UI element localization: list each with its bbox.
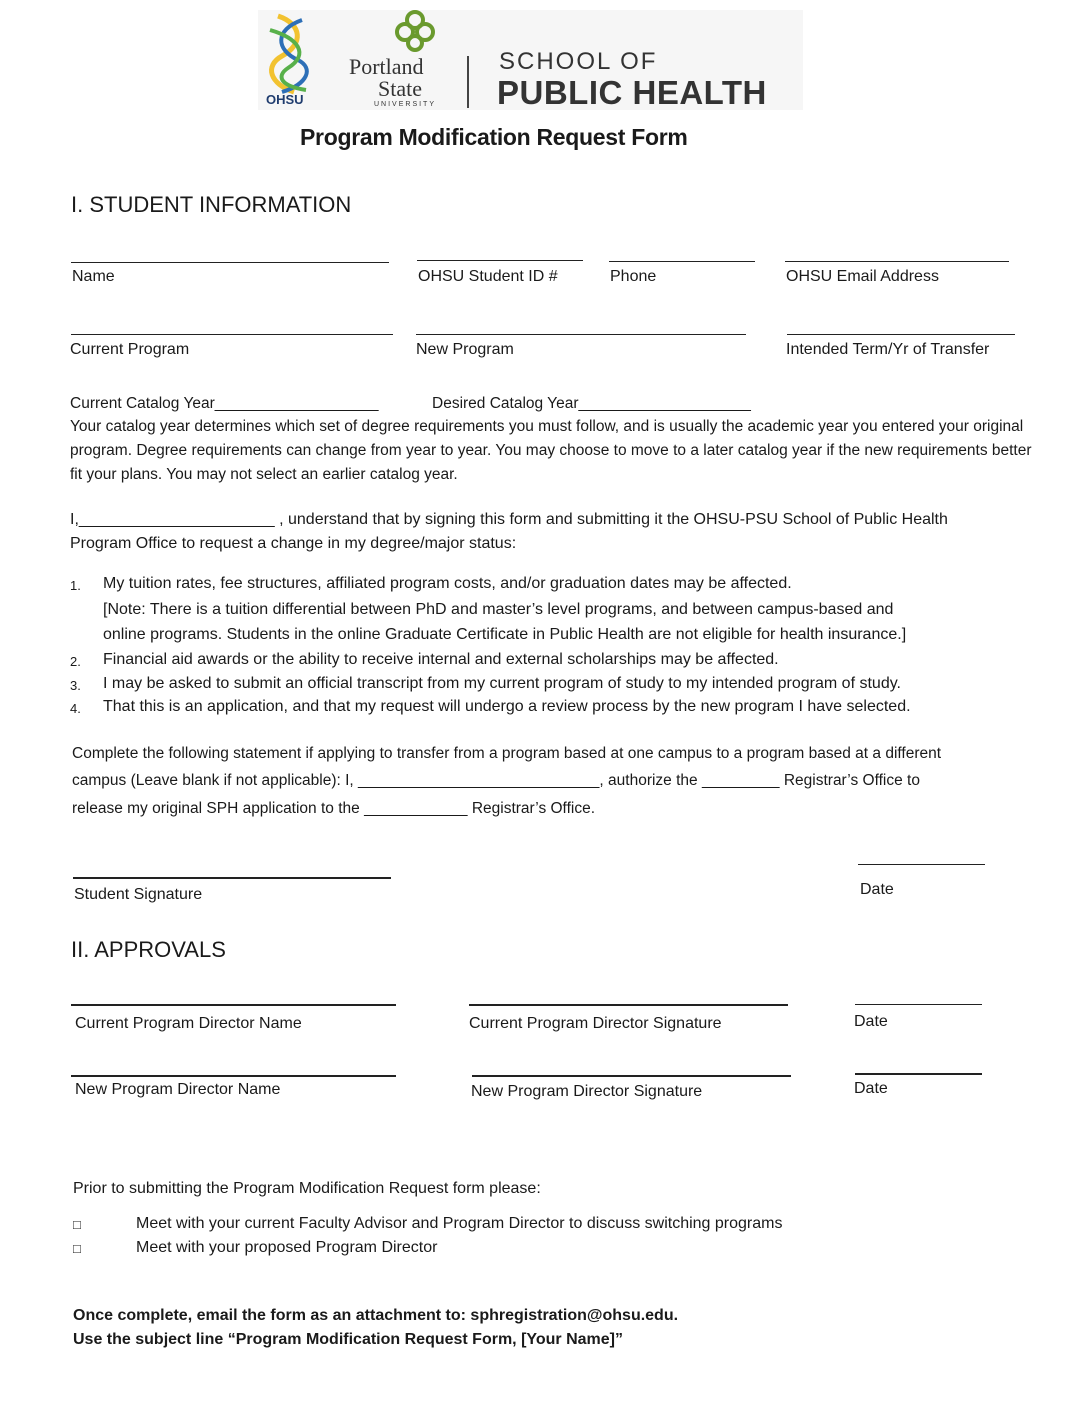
new-director-sig-field[interactable] — [472, 1075, 791, 1077]
list-number: 3. — [70, 678, 81, 693]
ohsu-label: OHSU — [266, 92, 304, 107]
list-text: online programs. Students in the online Graduate Certificate in Public Health are not eligible for health insurance.] — [103, 626, 907, 643]
new-director-name-field[interactable] — [71, 1075, 396, 1077]
logo-header — [258, 10, 803, 110]
date-field-1[interactable] — [855, 1004, 982, 1005]
catalog-explanation: Your catalog year determines which set of degree requirements you must follow, and is usually the academic year you entered your original program. Degree requirements can change from year to year. You may choose to move to a later catalog year if the new requirements better fit your plans. You may not select an earlier catalog year. — [70, 418, 1032, 483]
student-date-field[interactable] — [858, 864, 985, 865]
understand-line1[interactable]: I,______________________ , understand that by signing this form and submitting it the OHSU-PSU School of Public Health — [70, 511, 948, 528]
checkbox-icon[interactable]: □ — [73, 1241, 81, 1256]
current-program-label: Current Program — [70, 341, 190, 358]
list-text: My tuition rates, fee structures, affiliated program costs, and/or graduation dates may be affected. — [103, 575, 792, 592]
student-date-label: Date — [860, 881, 894, 898]
current-director-name-label: Current Program Director Name — [75, 1015, 302, 1032]
new-program-field[interactable] — [416, 334, 746, 335]
student-id-field[interactable] — [417, 260, 583, 261]
phone-field[interactable] — [609, 261, 755, 262]
name-label: Name — [72, 268, 115, 285]
transfer-line3[interactable]: release my original SPH application to the ____________ Registrar’s Office. — [72, 800, 596, 817]
student-signature-field[interactable] — [73, 877, 391, 879]
sph-line1: SCHOOL OF — [499, 48, 658, 75]
intended-term-field[interactable] — [787, 334, 1015, 335]
list-number: 4. — [70, 701, 81, 716]
list-text: [Note: There is a tuition differential between PhD and master’s level programs, and between campus-based and — [103, 601, 894, 618]
new-director-sig-label: New Program Director Signature — [471, 1083, 703, 1100]
current-program-field[interactable] — [71, 334, 393, 335]
phone-label: Phone — [610, 268, 657, 285]
desired-catalog-label[interactable]: Desired Catalog Year____________________ — [432, 395, 751, 412]
current-director-name-field[interactable] — [71, 1004, 396, 1006]
psu-logo-icon — [393, 10, 437, 52]
student-id-label: OHSU Student ID # — [418, 268, 558, 285]
list-number: 1. — [70, 578, 81, 593]
psu-line2: State — [378, 76, 422, 101]
current-director-sig-field[interactable] — [469, 1004, 788, 1006]
section2-heading: II. APPROVALS — [71, 937, 226, 962]
section1-heading: I. STUDENT INFORMATION — [71, 192, 352, 217]
current-catalog-label[interactable]: Current Catalog Year___________________ — [70, 395, 379, 412]
new-program-label: New Program — [416, 341, 514, 358]
psu-line1: Portland — [349, 54, 424, 79]
checkbox-icon[interactable]: □ — [73, 1217, 81, 1232]
intended-term-label: Intended Term/Yr of Transfer — [786, 341, 990, 358]
date-label-2: Date — [854, 1080, 888, 1097]
checklist-text: Meet with your proposed Program Director — [136, 1239, 438, 1256]
transfer-line1: Complete the following statement if applying to transfer from a program based at one campus to a program based at a different — [72, 745, 942, 762]
new-director-name-label: New Program Director Name — [75, 1081, 281, 1098]
email-label: OHSU Email Address — [786, 268, 939, 285]
list-number: 2. — [70, 654, 81, 669]
sph-line2: PUBLIC HEALTH — [497, 74, 767, 111]
list-text: That this is an application, and that my request will undergo a review process by the new program I have selected. — [103, 698, 911, 715]
list-text: I may be asked to submit an official transcript from my current program of study to my intended program of study. — [103, 675, 901, 692]
student-signature-label: Student Signature — [74, 886, 203, 903]
checklist-text: Meet with your current Faculty Advisor and Program Director to discuss switching programs — [136, 1215, 783, 1232]
current-director-sig-label: Current Program Director Signature — [469, 1015, 722, 1032]
list-text: Financial aid awards or the ability to receive internal and external scholarships may be affected. — [103, 651, 779, 668]
footer-line1: Once complete, email the form as an attachment to: sphregistration@ohsu.edu. — [73, 1307, 679, 1324]
psu-line3: UNIVERSITY — [374, 101, 437, 108]
footer-line2: Use the subject line “Program Modification Request Form, [Your Name]” — [73, 1331, 624, 1348]
logo-divider — [467, 56, 469, 108]
understand-line2: Program Office to request a change in my degree/major status: — [70, 535, 517, 552]
date-label-1: Date — [854, 1013, 888, 1030]
prior-intro: Prior to submitting the Program Modification Request form please: — [73, 1180, 541, 1197]
date-field-2[interactable] — [855, 1073, 982, 1075]
form-title: Program Modification Request Form — [300, 124, 688, 150]
transfer-line2[interactable]: campus (Leave blank if not applicable): I, ____________________________, authorize the _________ Registrar’s Office to — [72, 772, 920, 789]
name-field[interactable] — [71, 262, 389, 263]
email-field[interactable] — [785, 261, 1009, 262]
